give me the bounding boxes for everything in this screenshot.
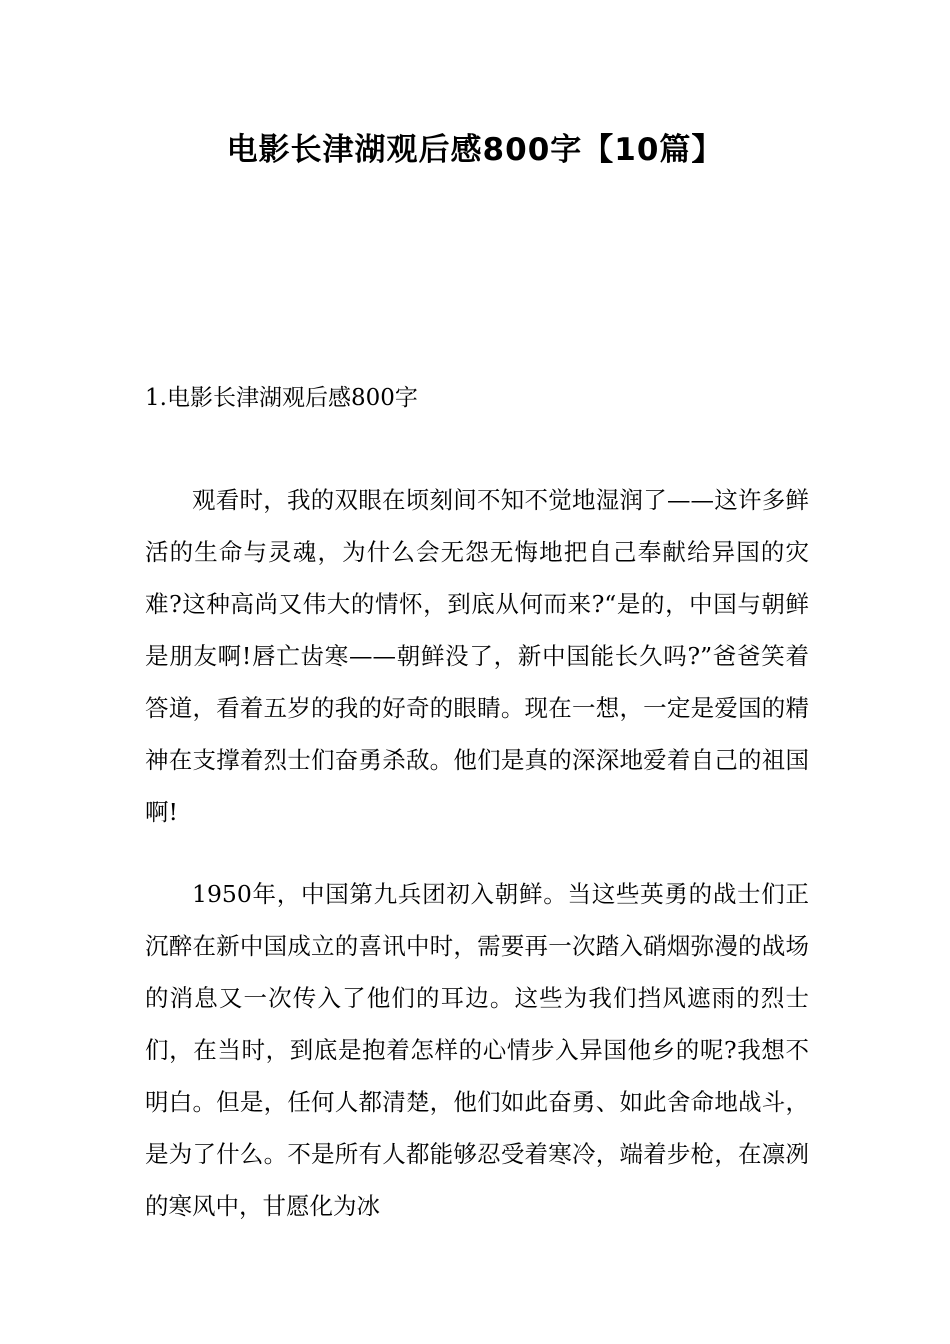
document-title: 电影长津湖观后感800字【10篇】 (226, 132, 724, 168)
paragraph: 观看时，我的双眼在顷刻间不知不觉地湿润了——这许多鲜活的生命与灵魂，为什么会无怨无悔地把自己奉献给异国的灾难?这种高尚又伟大的情怀，到底从何而来?“是的，中国与朝鲜是朋友啊!唇亡齿寒——朝鲜没了，新中国能长久吗?”爸爸笑着答道，看着五岁的我的好奇的眼睛。现在一想，一定是爱国的精神在支撑着烈士们奋勇杀敌。他们是真的深深地爱着自己的祖国啊! (145, 486, 809, 826)
paragraph: 1950年，中国第九兵团初入朝鲜。当这些英勇的战士们正沉醉在新中国成立的喜讯中时，需要再一次踏入硝烟弥漫的战场的消息又一次传入了他们的耳边。这些为我们挡风遮雨的烈士们，在当时，到底是抱着怎样的心情步入异国他乡的呢?我想不明白。但是，任何人都清楚，他们如此奋勇、如此舍命地战斗，是为了什么。不是所有人都能够忍受着寒冷，端着步枪，在凛冽的寒风中，甘愿化为冰 (145, 880, 809, 1220)
section-heading: 1.电影长津湖观后感800字 (145, 385, 418, 411)
